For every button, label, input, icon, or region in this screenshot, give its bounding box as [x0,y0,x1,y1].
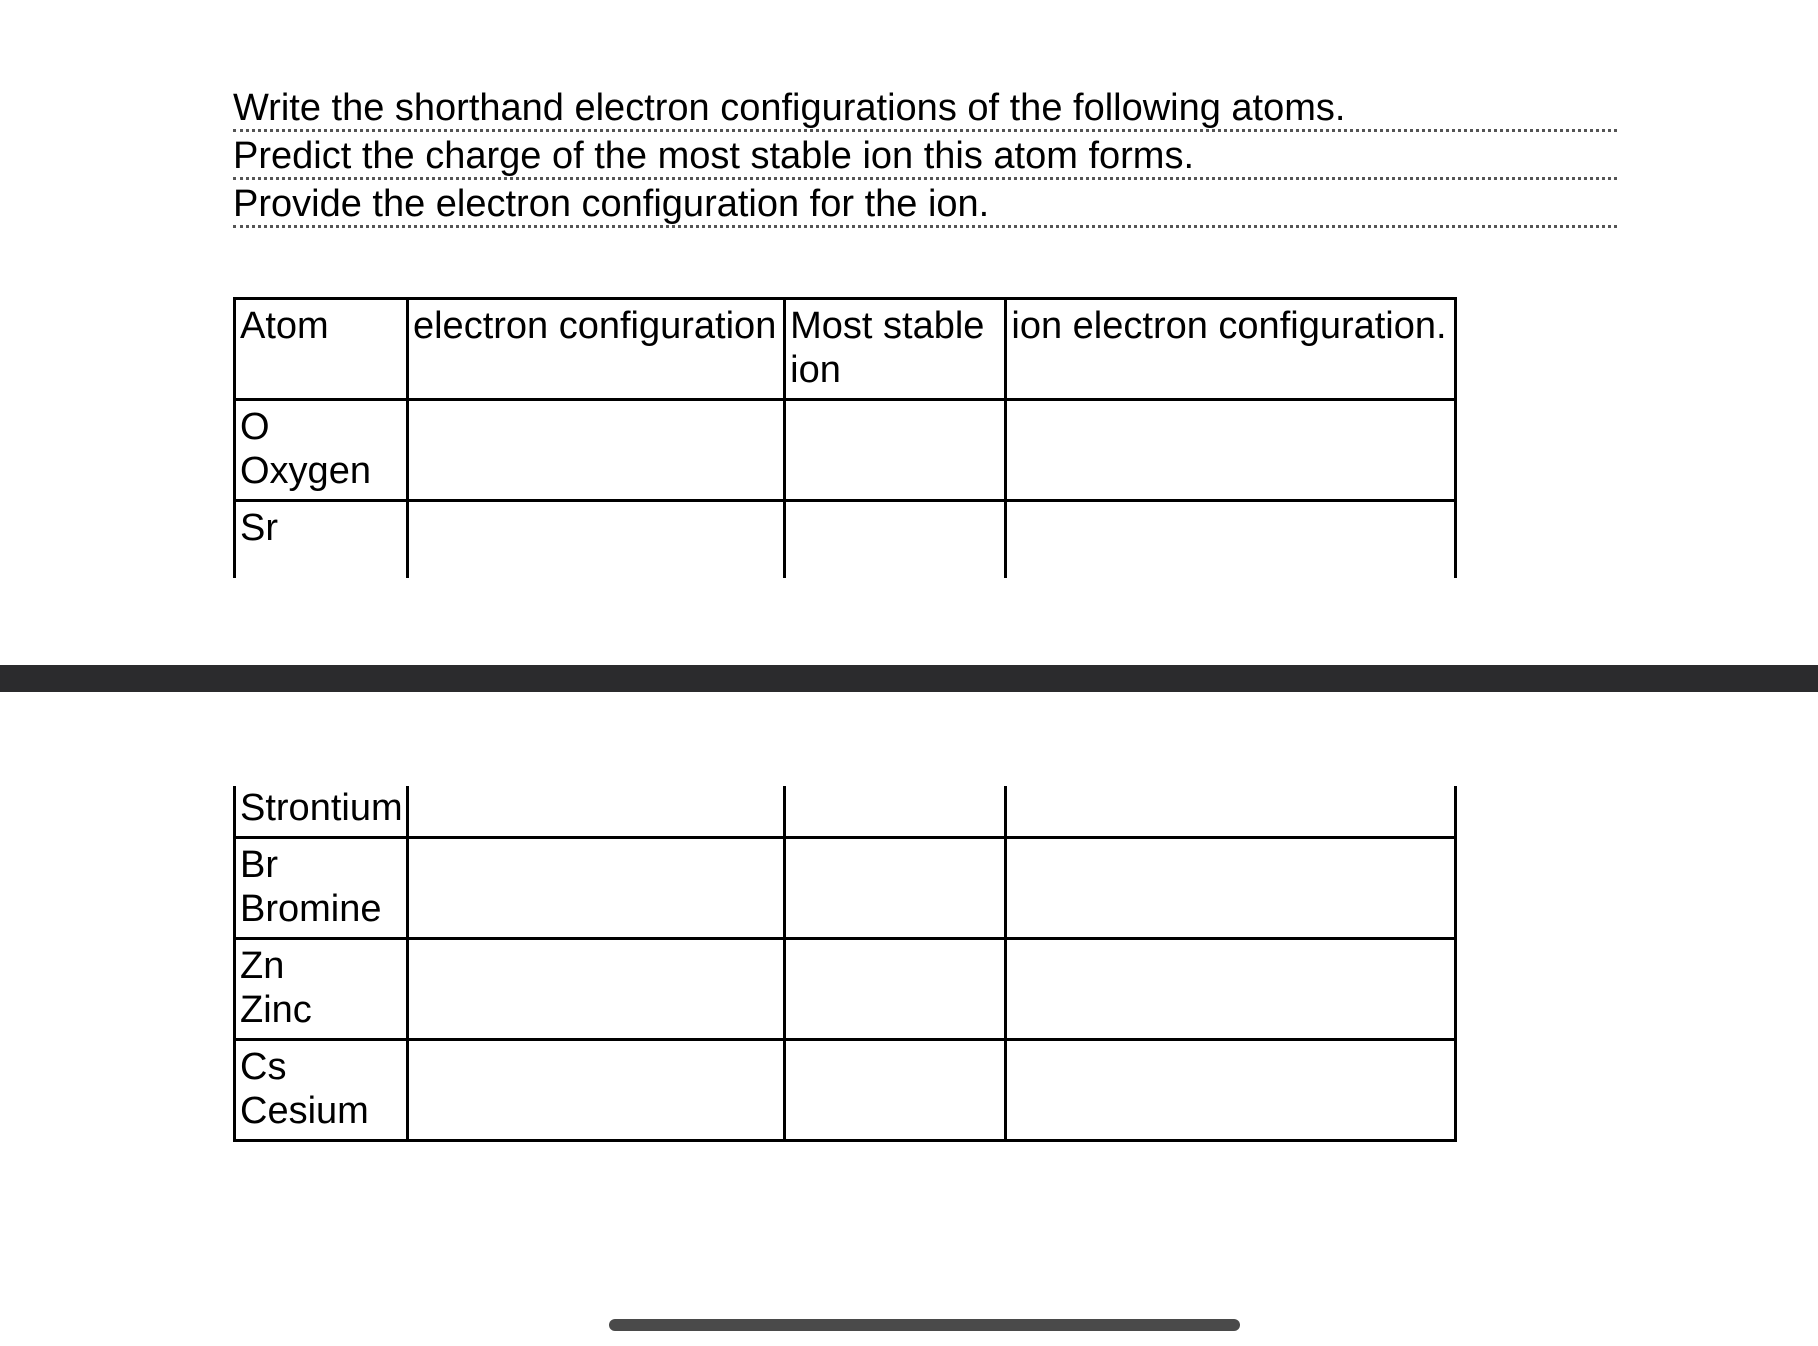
most-stable-ion-input[interactable] [785,400,1006,501]
worksheet-table-bottom [233,786,1457,1142]
atom-name: Oxygen [240,450,371,492]
ion-electron-configuration-input[interactable] [1006,501,1456,579]
header-ion-electron-configuration: ion electron configuration. [1006,299,1456,400]
ion-electron-configuration-input[interactable] [1006,838,1456,939]
table-row [235,786,1456,838]
ion-electron-configuration-input[interactable] [1006,400,1456,501]
header-atom: Atom [235,299,408,400]
most-stable-ion-input[interactable] [785,838,1006,939]
atom-symbol: Zn [240,945,285,987]
atom-name: Cesium [240,1090,369,1132]
table-row [235,1040,1456,1141]
home-indicator-bar[interactable] [609,1319,1240,1331]
atom-cell-strontium-top [235,501,408,579]
atom-cell-zinc [235,939,408,1040]
table-row [235,939,1456,1040]
worksheet-table-top [233,297,1457,578]
ion-electron-configuration-input[interactable] [1006,786,1456,838]
atom-symbol: O [240,406,270,448]
atom-symbol: Sr [240,507,278,549]
atom-name: Zinc [240,989,312,1031]
atom-name: Bromine [240,888,382,930]
electron-configuration-input[interactable] [407,1040,784,1141]
electron-configuration-input[interactable] [407,939,784,1040]
header-most-stable-ion: Most stable ion [785,299,1006,400]
atom-symbol: Br [240,844,278,886]
most-stable-ion-input[interactable] [785,786,1006,838]
table-row [235,501,1456,579]
electron-configuration-input[interactable] [407,838,784,939]
atom-name: Strontium [240,787,403,829]
instruction-line-2: Predict the charge of the most stable ion this atom forms. [233,134,1617,180]
ion-electron-configuration-input[interactable] [1006,939,1456,1040]
header-electron-configuration: electron configuration [407,299,784,400]
atom-cell-bromine [235,838,408,939]
electron-configuration-input[interactable] [407,501,784,579]
electron-configuration-input[interactable] [407,400,784,501]
table-header-row [235,299,1456,400]
atom-cell-strontium-bottom [235,786,408,838]
most-stable-ion-input[interactable] [785,501,1006,579]
page-divider-bar [0,665,1818,692]
table-row [235,838,1456,939]
most-stable-ion-input[interactable] [785,1040,1006,1141]
instructions [233,86,1617,228]
ion-electron-configuration-input[interactable] [1006,1040,1456,1141]
atom-cell-oxygen [235,400,408,501]
electron-configuration-input[interactable] [407,786,784,838]
instruction-line-3: Provide the electron configuration for the ion. [233,182,1617,228]
instruction-line-1: Write the shorthand electron configurations of the following atoms. [233,86,1617,132]
table-row [235,400,1456,501]
atom-symbol: Cs [240,1046,287,1088]
most-stable-ion-input[interactable] [785,939,1006,1040]
atom-cell-cesium [235,1040,408,1141]
